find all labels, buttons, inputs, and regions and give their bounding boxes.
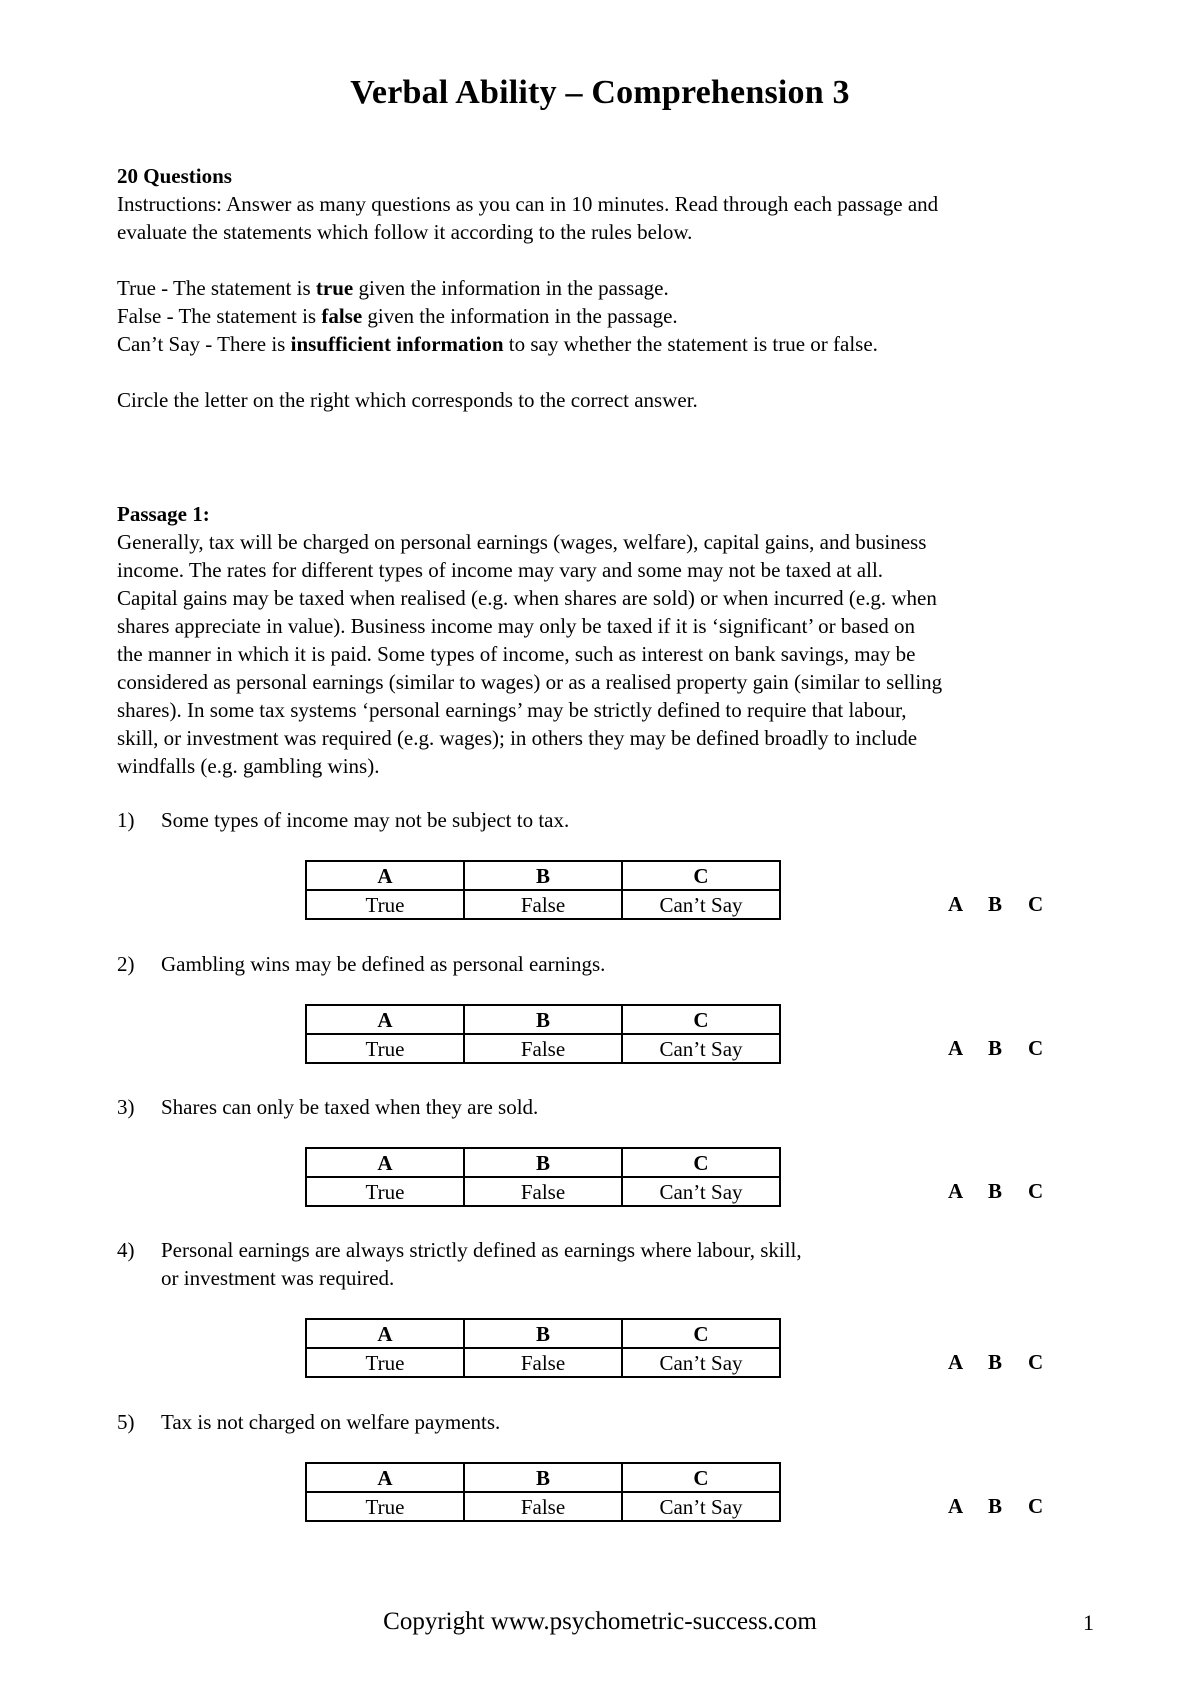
answer-letter-c[interactable]: C — [1028, 1350, 1044, 1374]
option-cant-say: Can’t Say — [622, 1177, 780, 1206]
option-header: C — [622, 1319, 780, 1348]
question-text — [161, 1093, 1061, 1121]
options-table — [305, 1147, 781, 1207]
question-text — [161, 950, 1061, 978]
instructions-line: Instructions: Answer as many questions as you can in 10 minutes. Read through each passage and — [117, 192, 939, 216]
option-header: A — [306, 1148, 464, 1177]
passage-line: considered as personal earnings (similar to wages) or as a realised property gain (similar to selling — [117, 670, 943, 694]
answer-letter-b[interactable]: B — [988, 892, 1003, 916]
answer-letter-a[interactable]: A — [948, 892, 964, 916]
options-table — [305, 1462, 781, 1522]
passage-line: windfalls (e.g. gambling wins). — [117, 754, 380, 778]
answer-letters — [948, 1350, 1068, 1375]
option-cant-say: Can’t Say — [622, 1348, 780, 1377]
options-table — [305, 860, 781, 920]
answer-letter-c[interactable]: C — [1028, 1179, 1044, 1203]
questions-count-heading: 20 Questions — [117, 164, 232, 188]
answer-rules — [117, 274, 1097, 358]
instructions — [117, 190, 1097, 246]
answer-letters — [948, 1179, 1068, 1204]
option-false: False — [464, 1492, 622, 1521]
option-cant-say: Can’t Say — [622, 1492, 780, 1521]
option-header: B — [464, 1005, 622, 1034]
answer-letters — [948, 1036, 1068, 1061]
answer-letter-a[interactable]: A — [948, 1494, 964, 1518]
options-table — [305, 1004, 781, 1064]
question-line: Shares can only be taxed when they are sold. — [161, 1095, 539, 1119]
option-header: C — [622, 861, 780, 890]
passage-line: income. The rates for different types of income may vary and some may not be taxed at all. — [117, 558, 884, 582]
option-true: True — [306, 1492, 464, 1521]
rule-text: True - The statement is — [117, 276, 316, 300]
option-header: C — [622, 1005, 780, 1034]
option-false: False — [464, 1348, 622, 1377]
option-false: False — [464, 890, 622, 919]
option-header: C — [622, 1463, 780, 1492]
page-number: 1 — [1083, 1610, 1094, 1635]
question-line: or investment was required. — [161, 1266, 395, 1290]
answer-letter-b[interactable]: B — [988, 1494, 1003, 1518]
rule-keyword: false — [321, 304, 363, 328]
answer-letter-c[interactable]: C — [1028, 1036, 1044, 1060]
rule-false — [117, 302, 1097, 330]
rule-keyword: true — [315, 276, 354, 300]
passage-line: shares appreciate in value). Business income may only be taxed if it is ‘significant’ or based on — [117, 614, 915, 638]
rule-text: Can’t Say - There is — [117, 332, 291, 356]
rule-text: to say whether the statement is true or false. — [503, 332, 878, 356]
answer-letter-c[interactable]: C — [1028, 1494, 1044, 1518]
answer-letter-a[interactable]: A — [948, 1350, 964, 1374]
question-number: 5) — [117, 1410, 135, 1434]
option-cant-say: Can’t Say — [622, 890, 780, 919]
option-true: True — [306, 1177, 464, 1206]
option-header: A — [306, 1005, 464, 1034]
option-header: A — [306, 1463, 464, 1492]
passage-line: shares). In some tax systems ‘personal earnings’ may be strictly defined to require that labour, — [117, 698, 907, 722]
passage-line: the manner in which it is paid. Some types of income, such as interest on bank savings, may be — [117, 642, 916, 666]
answer-letter-a[interactable]: A — [948, 1036, 964, 1060]
passage-line: Generally, tax will be charged on personal earnings (wages, welfare), capital gains, and business — [117, 530, 927, 554]
rule-cant-say — [117, 330, 1097, 358]
question-line: Some types of income may not be subject to tax. — [161, 808, 570, 832]
rule-text: given the information in the passage. — [353, 276, 669, 300]
page-title: Verbal Ability – Comprehension 3 — [350, 74, 850, 111]
answer-letter-b[interactable]: B — [988, 1350, 1003, 1374]
rule-text: given the information in the passage. — [362, 304, 678, 328]
option-true: True — [306, 890, 464, 919]
answer-letters — [948, 1494, 1068, 1519]
passage-text — [117, 528, 1097, 780]
answer-letters — [948, 892, 1068, 917]
answer-letter-b[interactable]: B — [988, 1036, 1003, 1060]
option-header: B — [464, 1148, 622, 1177]
question-line: Gambling wins may be defined as personal earnings. — [161, 952, 606, 976]
option-header: A — [306, 861, 464, 890]
question-line: Personal earnings are always strictly defined as earnings where labour, skill, — [161, 1238, 802, 1262]
question-text — [161, 806, 1061, 834]
question-number: 4) — [117, 1238, 135, 1262]
instructions-line: evaluate the statements which follow it according to the rules below. — [117, 220, 693, 244]
option-header: C — [622, 1148, 780, 1177]
passage-heading: Passage 1: — [117, 502, 210, 526]
question-text — [161, 1408, 1061, 1436]
option-false: False — [464, 1034, 622, 1063]
circle-instruction: Circle the letter on the right which corresponds to the correct answer. — [117, 388, 698, 412]
option-cant-say: Can’t Say — [622, 1034, 780, 1063]
option-true: True — [306, 1034, 464, 1063]
option-header: B — [464, 861, 622, 890]
option-header: A — [306, 1319, 464, 1348]
answer-letter-b[interactable]: B — [988, 1179, 1003, 1203]
copyright-footer: Copyright www.psychometric-success.com — [383, 1608, 817, 1635]
option-header: B — [464, 1319, 622, 1348]
answer-letter-c[interactable]: C — [1028, 892, 1044, 916]
option-true: True — [306, 1348, 464, 1377]
question-line: Tax is not charged on welfare payments. — [161, 1410, 501, 1434]
options-table — [305, 1318, 781, 1378]
rule-true — [117, 274, 1097, 302]
rule-keyword: insufficient information — [290, 332, 504, 356]
passage-line: skill, or investment was required (e.g. wages); in others they may be defined broadly to include — [117, 726, 918, 750]
passage-line: Capital gains may be taxed when realised (e.g. when shares are sold) or when incurred (e.g. when — [117, 586, 937, 610]
question-number: 3) — [117, 1095, 135, 1119]
question-text — [161, 1236, 1061, 1292]
option-false: False — [464, 1177, 622, 1206]
option-header: B — [464, 1463, 622, 1492]
rule-text: False - The statement is — [117, 304, 322, 328]
question-number: 2) — [117, 952, 135, 976]
answer-letter-a[interactable]: A — [948, 1179, 964, 1203]
question-number: 1) — [117, 808, 135, 832]
